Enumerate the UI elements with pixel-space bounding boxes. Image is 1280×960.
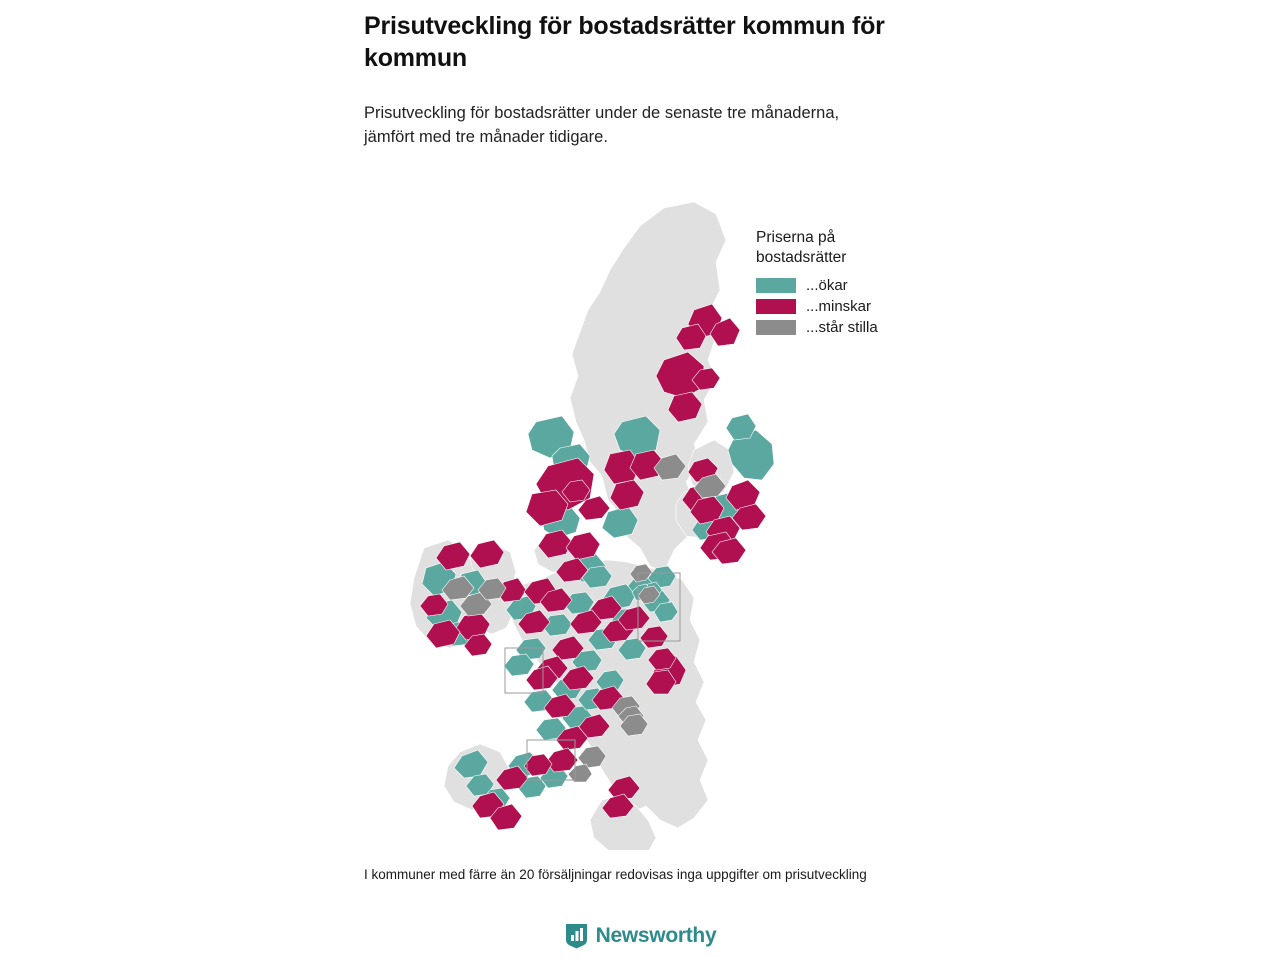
legend-swatch-increase: [756, 278, 796, 293]
legend-item-flat: [756, 318, 936, 337]
legend-swatch-flat: [756, 320, 796, 335]
footer: [0, 922, 1280, 949]
brand-name: Newsworthy: [595, 923, 717, 947]
footnote: I kommuner med färre än 20 försäljningar redovisas inga uppgifter om prisutveckling: [364, 867, 867, 882]
legend-swatch-decrease: [756, 299, 796, 314]
header: [364, 10, 924, 150]
legend-label-increase: ...ökar: [806, 277, 848, 295]
legend: [756, 228, 936, 339]
newsworthy-logo-icon: [564, 922, 589, 949]
legend-title: Priserna på bostadsrätter: [756, 229, 847, 267]
legend-label-decrease: ...minskar: [806, 298, 872, 316]
choropleth-map: [364, 200, 924, 850]
page-title: Prisutveckling för bostadsrätter kommun för kommun: [364, 12, 885, 72]
legend-label-flat: ...står stilla: [806, 319, 878, 337]
legend-item-decrease: [756, 297, 936, 316]
page-subtitle: Prisutveckling för bostadsrätter under de senaste tre månaderna, jämfört med tre månader tidigare.: [364, 104, 840, 146]
brand: [564, 922, 717, 949]
legend-item-increase: [756, 276, 936, 295]
